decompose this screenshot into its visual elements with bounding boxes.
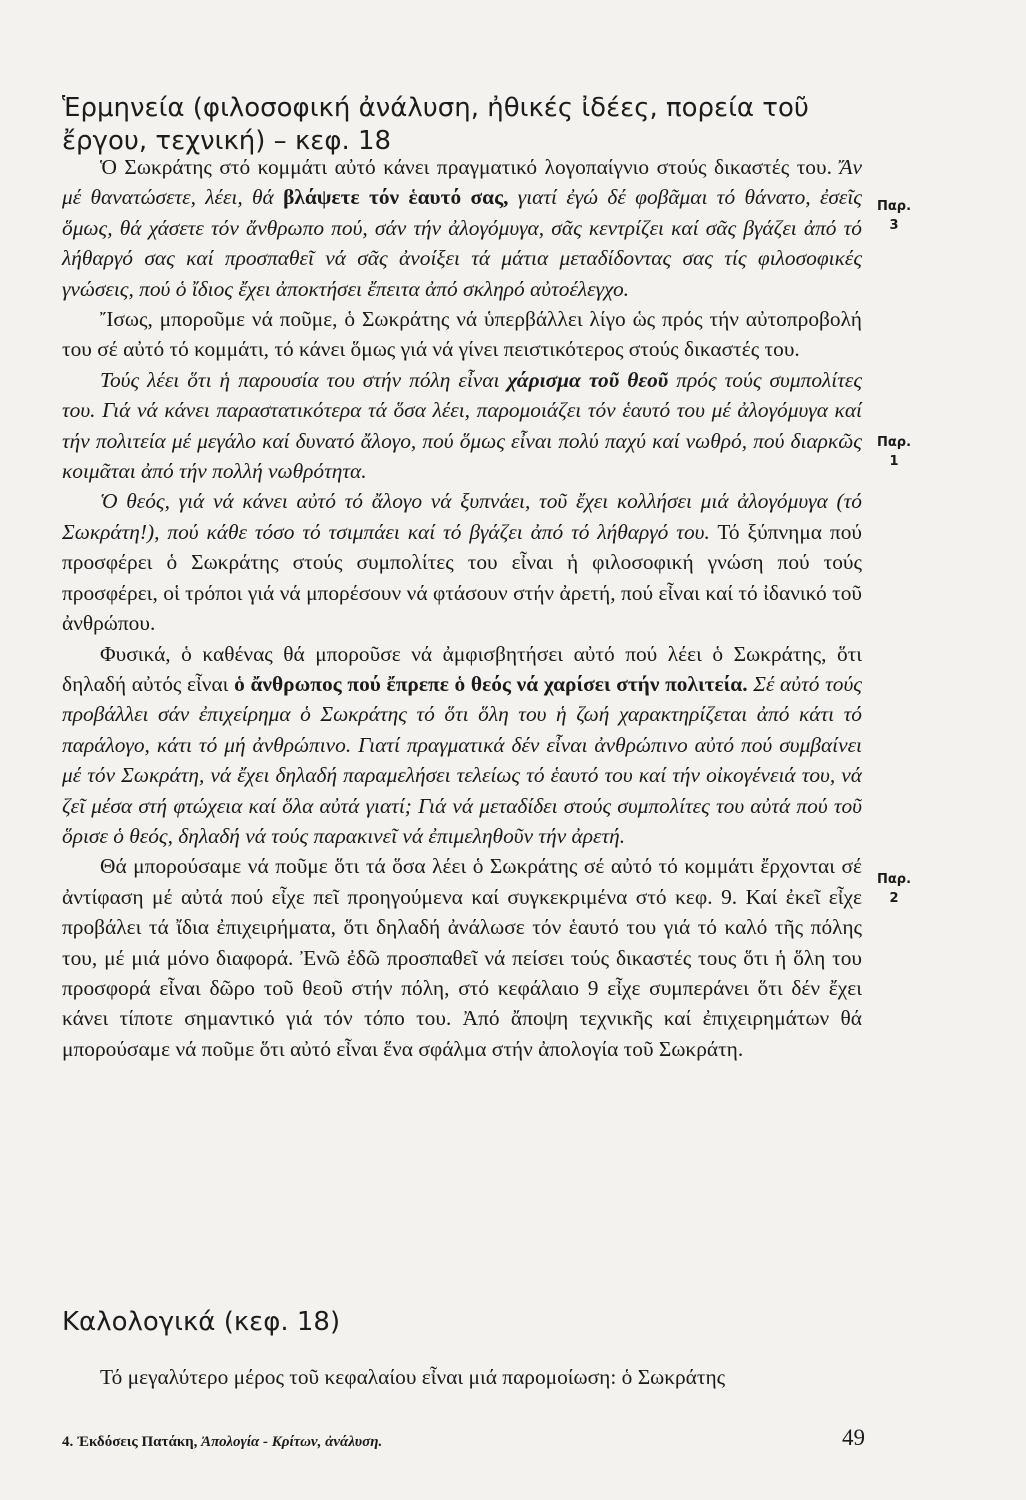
italic-text: Ἄν μέ θανατώσετε, λέει, θά — [62, 155, 862, 210]
margin-note-label: Παρ. — [876, 199, 912, 214]
footer-label: 4. Ἐκδόσεις Πατάκη, — [62, 1434, 198, 1450]
bold-text: βλάψετε τόν ἑαυτό σας, — [283, 185, 509, 210]
paragraph — [62, 639, 862, 852]
footer-publisher — [62, 1434, 382, 1451]
margin-note-par-1 — [872, 433, 916, 471]
section-body-interpretation — [62, 152, 862, 1064]
italic-text: πρός τούς συμπολίτες του. Γιά νά κάνει παραστατικότερα τά ὅσα λέει, παρομοιάζει τόν ἑαυτό του μέ ἀλογόμυγα καί τήν πολιτεία μέ μεγάλο καί δυνατό ἄλογο, πού ὅμως εἶναι πολύ παχύ καί νωθρό, πού διαρκῶς κοιμᾶται ἀπό τήν πολλή νωθρότητα. — [62, 367, 862, 484]
paragraph: Τό μεγαλύτερο μέρος τοῦ κεφαλαίου εἶναι μιά παρομοίωση: ὁ Σωκράτης — [100, 1365, 726, 1389]
margin-note-label: Παρ. — [876, 435, 912, 450]
section-heading-interpretation: Ἑρμηνεία (φιλοσοφική ἀνάλυση, ἠθικές ἰδέες, πορεία τοῦ ἔργου, τεχνική) – κεφ. 18 — [62, 93, 809, 156]
paragraph: Θά μπορούσαμε νά ποῦμε ὅτι τά ὅσα λέει ὁ Σωκράτης σέ αὐτό τό κομμάτι ἔρχονται σέ ἀντίφαση μέ αὐτά πού εἶχε πεῖ προηγούμενα καί συγκεκριμένα στό κεφ. 9. Καί ἐκεῖ εἶχε προβάλει τά ἴδια ἐπιχειρήματα, ὅτι δηλαδή ἀνάλωσε τόν ἑαυτό του γιά τό καλό τῆς πόλης του, μέ μιά μόνο διαφορά. Ἐνῶ ἐδῶ προσπαθεῖ νά πείσει τούς δικαστές τους ὅτι ἡ ὅλη του προσφορά εἶναι δῶρο τοῦ θεοῦ στήν πόλη, στό κεφάλαιο 9 εἶχε συμπεράνει ὅτι δέν ἔχει κάνει τίποτε σημαντικό γιά τόν τόπο του. Ἀπό ἄποψη τεχνικῆς καί ἐπιχειρημάτων θά μπορούσαμε νά ποῦμε ὅτι αὐτό εἶναι ἕνα σφάλμα στήν ἀπολογία τοῦ Σωκράτη. — [62, 854, 862, 1061]
italic-text: γιατί ἐγώ δέ φοβᾶμαι τό θάνατο, ἐσεῖς ὅμως, θά χάσετε τόν ἄνθρωπο πού, σάν τήν ἀλογόμυγα, σᾶς κεντρίζει καί σᾶς βγάζει ἀπό τό λήθαργό σας καί προσπαθεῖ νά σᾶς ἀνοίξει τά μάτια μεταδίδοντας σας τίς φιλοσοφικές γνώσεις, πού ὁ ἴδιος ἔχει ἀποκτήσει ἔπειτα ἀπό σκληρό αὐτοέλεγχο. — [62, 185, 862, 301]
text-run: Τό ξύπνημα πού προσφέρει ὁ Σωκράτης στούς συμπολίτες του εἶναι ἡ φιλοσοφική γνώση πού τούς προσφέρει, οἱ τρόποι γιά νά μπορέσουν νά φτάσουν στήν ἀρετή, πού εἶναι καί τό ἰδανικό τοῦ ἀνθρώπου. — [62, 519, 862, 636]
text-run: Φυσικά, ὁ καθένας θά μποροῦσε νά ἀμφισβητήσει αὐτό πού λέει ὁ Σωκράτης, ὅτι δηλαδή αὐτός εἶναι — [62, 641, 862, 696]
margin-note-number: 2 — [889, 891, 899, 906]
italic-text: Ὁ θεός, γιά νά κάνει αὐτό τό ἄλογο νά ξυπνάει, τοῦ ἔχει κολλήσει μιά ἀλογόμυγα (τό Σωκράτη!), πού κάθε τόσο τό τσιμπάει καί τό βγάζει ἀπό τό λήθαργό του. — [62, 489, 862, 544]
paragraph — [62, 152, 862, 304]
page-number: 49 — [842, 1425, 865, 1450]
section-body-figures-of-speech — [62, 1362, 862, 1392]
margin-note-label: Παρ. — [876, 872, 912, 887]
margin-note-par-2 — [872, 870, 916, 908]
paragraph: Ἴσως, μποροῦμε νά ποῦμε, ὁ Σωκράτης νά ὑπερβάλλει λίγο ὡς πρός τήν αὐτοπροβολή του σέ αὐτό τό κομμάτι, τό κάνει ὅμως γιά νά γίνει πειστικότερος στούς δικαστές του. — [62, 307, 862, 362]
text-run: Ὁ Σωκράτης στό κομμάτι αὐτό κάνει πραγματικό λογοπαίγνιο στούς δικαστές του. — [100, 155, 840, 179]
italic-text: Σέ αὐτό τούς προβάλλει σάν ἐπιχείρημα ὁ Σωκράτης τό ὅτι ὅλη του ἡ ζωή χαρακτηρίζεται ἀπό κάτι τό παράλογο, κάτι τό μή ἀνθρώπινο. Γιατί πραγματικά δέν εἶναι ἀνθρώπινο αὐτό πού συμβαίνει μέ τόν Σωκράτη, νά ἔχει δηλαδή παραμελήσει τελείως τό ἑαυτό του καί τήν οἰκογένειά του, νά ζεῖ μέσα στή φτώχεια καί ὅλα αὐτά γιατί; Γιά νά μεταδίδει στούς συμπολίτες του αὐτά πού τοῦ ὅρισε ὁ θεός, δηλαδή νά τούς παρακινεῖ νά ἐπιμεληθοῦν τήν ἀρετή. — [62, 671, 862, 848]
paragraph — [62, 365, 862, 487]
margin-note-number: 1 — [889, 454, 899, 469]
margin-note-number: 3 — [889, 218, 899, 233]
bold-text: χάρισμα τοῦ θεοῦ — [507, 367, 669, 392]
bold-text: ὁ ἄνθρωπος πού ἔπρεπε ὁ θεός νά χαρίσει στήν πολιτεία. — [234, 671, 748, 696]
italic-text: Τούς λέει ὅτι ἡ παρουσία του στήν πόλη εἶναι — [100, 367, 508, 392]
paragraph — [62, 486, 862, 638]
section-heading-figures-of-speech: Καλολογικά (κεφ. 18) — [62, 1307, 341, 1337]
footer-title: Ἀπολογία - Κρίτων, ἀνάλυση. — [197, 1434, 383, 1450]
margin-note-par-3 — [872, 197, 916, 235]
